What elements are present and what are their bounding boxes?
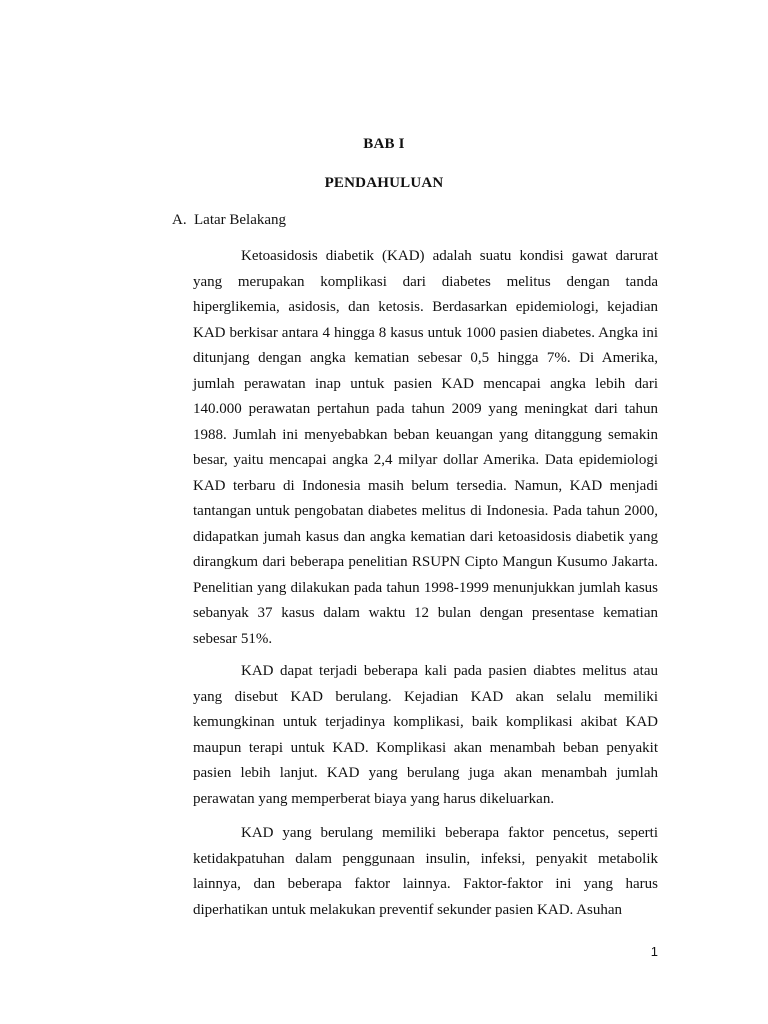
section-heading <box>172 212 286 229</box>
page-number: 1 <box>650 944 658 959</box>
paragraph-1: Ketoasidosis diabetik (KAD) adalah suatu kondisi gawat darurat yang merupakan komplikasi dari diabetes melitus dengan tanda hiperglikemia, asidosis, dan ketosis. Berdasarkan epidemiologi, kejadian KAD berkisar antara 4 hingga 8 kasus untuk 1000 pasien diabetes. Angka ini ditunjang dengan angka kematian sebesar 0,5 hingga 7%. Di Amerika, jumlah perawatan inap untuk pasien KAD mencapai angka lebih dari 140.000 perawatan pertahun pada tahun 2009 yang meningkat dari tahun 1988. Jumlah ini menyebabkan beban keuangan yang ditanggung semakin besar, yaitu mencapai angka 2,4 milyar dollar Amerika. Data epidemiologi KAD terbaru di Indonesia masih belum tersedia. Namun, KAD menjadi tantangan untuk pengobatan diabetes melitus di Indonesia. Pada tahun 2000, didapatkan jumah kasus dan angka kematian dari ketoasidosis diabetik yang dirangkum dari beberapa penelitian RSUPN Cipto Mangun Kusumo Jakarta. Penelitian yang dilakukan pada tahun 1998-1999 menunjukkan jumlah kasus sebanyak 37 kasus dalam waktu 12 bulan dengan presentase kematian sebesar 51%. <box>193 248 658 647</box>
chapter-label: BAB I <box>363 136 405 152</box>
chapter-title: PENDAHULUAN <box>324 175 444 191</box>
paragraph-2: KAD dapat terjadi beberapa kali pada pasien diabtes melitus atau yang disebut KAD berulang. Kejadian KAD akan selalu memiliki kemungkinan untuk terjadinya komplikasi, baik komplikasi akibat KAD maupun terapi untuk KAD. Komplikasi akan menambah beban penyakit pasien lebih lanjut. KAD yang berulang juga akan menambah jumlah perawatan yang memperberat biaya yang harus dikeluarkan. <box>193 663 658 807</box>
section-title: Latar Belakang <box>194 212 287 228</box>
paragraph-3: KAD yang berulang memiliki beberapa faktor pencetus, seperti ketidakpatuhan dalam penggunaan insulin, infeksi, penyakit metabolik lainnya, dan beberapa faktor lainnya. Faktor-faktor ini yang harus diperhatikan untuk melakukan preventif sekunder pasien KAD. Asuhan <box>193 825 658 918</box>
section-letter: A. <box>172 212 187 228</box>
